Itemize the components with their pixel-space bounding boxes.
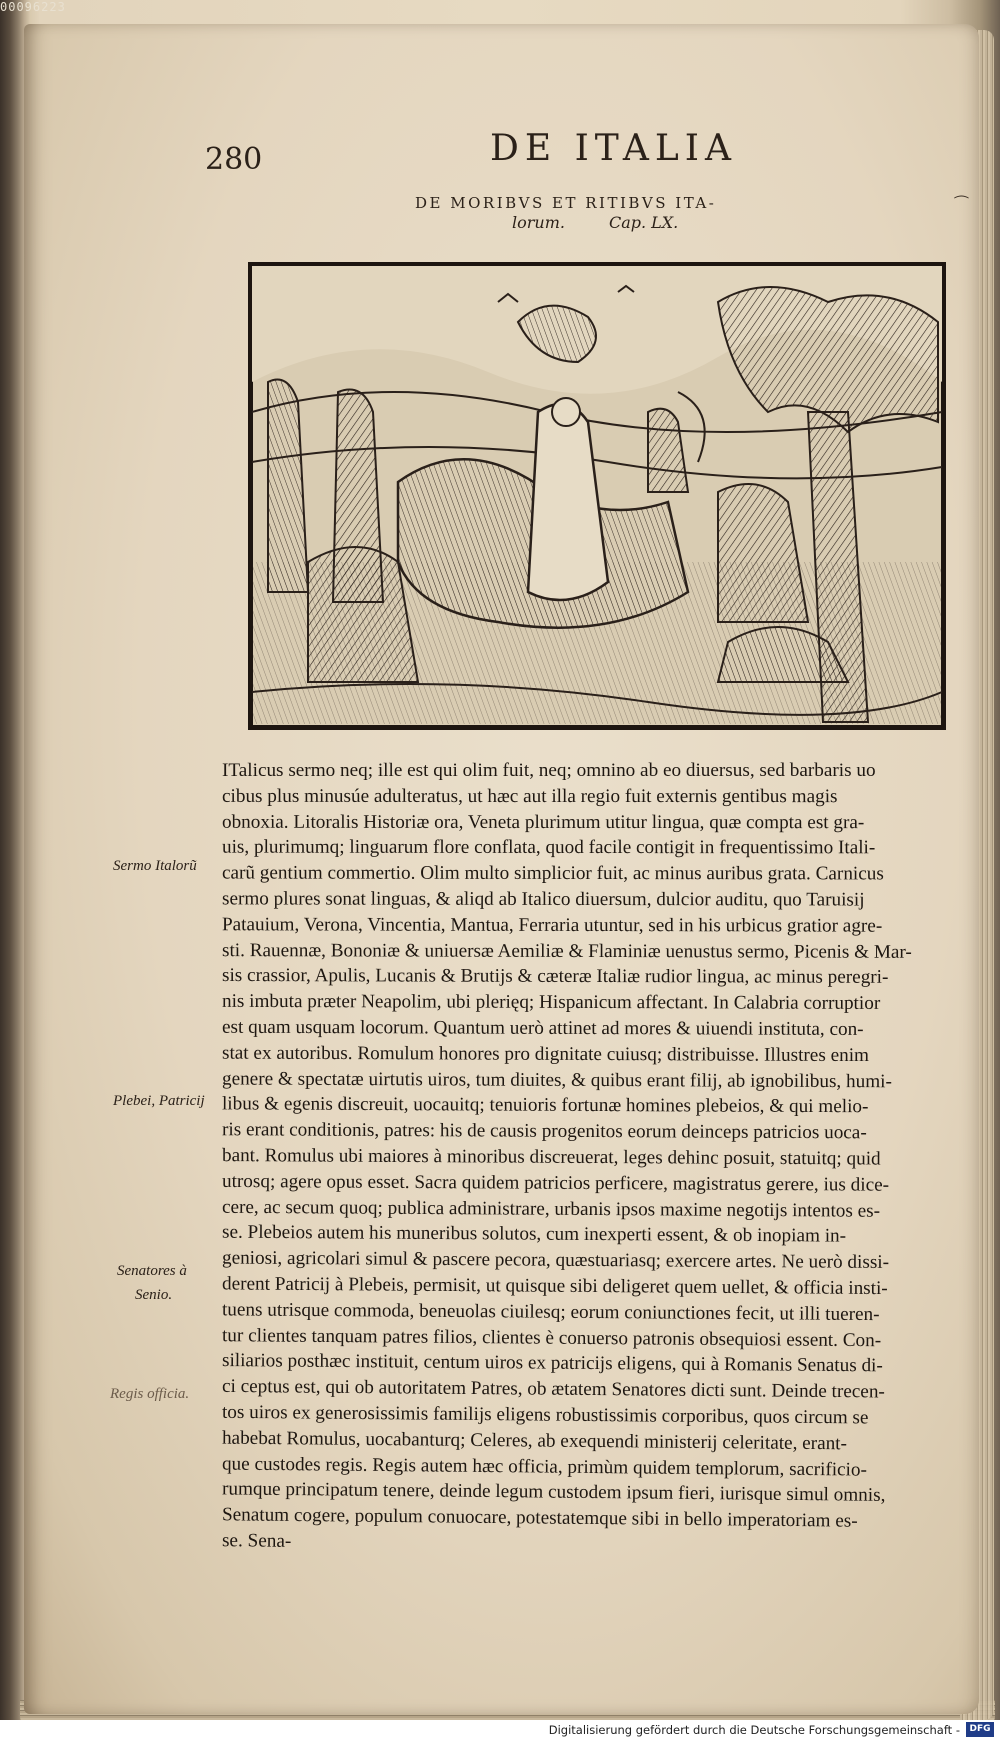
margin-note-regis: Regis officia.: [110, 1386, 190, 1402]
footer-credit: Digitalisierung gefördert durch die Deutsche Forschungsgemeinschaft -: [548, 1723, 960, 1737]
body-line: stat ex autoribus. Romulum honores pro dignitate cuiusq; distribuisse. Illustres enim: [221, 1042, 870, 1066]
scan-identifier: 00096223: [0, 0, 66, 14]
body-line: sti. Rauennæ, Bononiæ & uniuersæ Aemiliæ & Flaminiæ uenustus sermo, Picenis & Mar-: [221, 939, 912, 963]
body-line: se. Sena-: [221, 1530, 292, 1552]
body-line: sis crassior, Apulis, Lucanis & Brutijs & cæteræ Italiæ rudior lingua, ac minus peregri-: [221, 965, 889, 989]
body-text: [222, 758, 962, 1558]
body-line: ci ceptus est, qui ob autoritatem Patres, ob ætatem Senatores dicti sunt. Deinde trecen-: [221, 1376, 885, 1403]
dfg-logo-icon: DFG: [966, 1722, 994, 1737]
running-head: DE ITALIA: [490, 128, 737, 169]
chapter-title-line2: [512, 213, 678, 232]
body-line: siliarios posthæc instituit, centum uiros ex patricijs eligens, qui à Romanis Senatus di-: [221, 1350, 883, 1377]
margin-note-plebei: Plebei, Patricij: [113, 1093, 205, 1109]
body-line: se. Plebeios autem his muneribus solutos, cum inexperti essent, & ob inopiam in-: [221, 1222, 847, 1247]
woodcut-illustration: [248, 262, 946, 730]
body-line: genere & spectatæ uirtutis uiros, tum diuites, & quibus erant filij, ab ignobilibus, humi-: [221, 1068, 892, 1092]
chapter-number: Cap. LX.: [608, 213, 679, 232]
body-line: Senatum cogere, populum conuocare, potestatemque sibi in bello imperatoriam es-: [221, 1504, 858, 1532]
body-line: utrosq; agere opus esset. Sacra quidem patricios perficere, magistratus gerere, ius dice-: [221, 1170, 890, 1196]
margin-note-sermo: Sermo Italorũ: [113, 858, 197, 874]
body-line: habebat Romulus, uocabanturq; Celeres, ab exequendi ministerij celeritate, erant-: [221, 1427, 848, 1455]
body-line: tuens utrisque commoda, beneuolas ciuilesq; eorum coniunctiones fecit, ut illi tueren-: [221, 1299, 880, 1325]
digitization-footer: [0, 1720, 1000, 1741]
corner-mark: ⁀: [955, 195, 968, 214]
body-line: geniosi, agricolari simul & pascere pecora, quæstuariasq; exercere artes. Ne uerò dissi-: [221, 1247, 890, 1274]
body-line: bant. Romulus ubi maiores à minoribus discreuerat, leges dehinc posuit, statuitq; quid: [221, 1145, 881, 1170]
body-line: nis imbuta præter Neapolim, ubi plerięq; Hispanicum affectant. In Calabria corruptior: [221, 991, 881, 1015]
body-line: rumque principatum tenere, deinde legum custodem ipsum fieri, iurisque simul omnis,: [221, 1478, 886, 1507]
chapter-title-continuation: lorum.: [512, 213, 565, 232]
body-line: ITalicus sermo neq; ille est qui olim fuit, neq; omnino ab eo diuersus, sed barbaris uo: [222, 760, 876, 781]
body-line: cibus plus minusúe adulteratus, ut hæc aut illa regio fuit externis gentibus magis: [221, 785, 838, 807]
chapter-title-line1: DE MORIBVS ET RITIBVS ITA-: [415, 194, 717, 212]
body-line: est quam usquam locorum. Quantum uerò attinet ad mores & uiuendi instituta, con-: [221, 1016, 864, 1040]
body-line: sermo plures sonat linguas, & aliqd ab Italico diuersum, dulcior auditu, quo Taruisij: [221, 888, 865, 911]
margin-note-senatores: Senatores à: [117, 1263, 187, 1279]
body-line: ris erant conditionis, patres: his de causis progenitos eorum deinceps patricios uoca-: [221, 1119, 867, 1144]
body-line: tur clientes tanquam patres filios, clientes è conuerso patronis obsequiosi essent. Con-: [221, 1324, 882, 1351]
margin-note-senio: Senio.: [135, 1287, 173, 1303]
body-line: carũ gentium commertio. Olim multo simplicior fuit, ac minus auribus grata. Carnicus: [221, 862, 884, 885]
body-line: tos uiros ex generosissimis familijs eligens robustissimis corporibus, quos circum se: [221, 1401, 869, 1429]
body-line: libus & egenis discreuit, uocauitq; tenuioris fortunæ homines plebeios, & qui melio-: [221, 1093, 869, 1118]
body-line: uis, plurimumq; linguarum flore conflata, quod facile contigit in frequentissimo Itali-: [221, 837, 876, 859]
body-line: Patauium, Verona, Vincentia, Mantua, Ferraria utuntur, sed in his urbicus gratior agre-: [221, 914, 883, 937]
body-line: obnoxia. Litoralis Historiæ ora, Veneta plurimum utitur lingua, quæ compta est gra-: [221, 811, 865, 833]
body-line: que custodes regis. Regis autem hæc officia, primùm quidem templorum, sacrificio-: [221, 1453, 868, 1481]
body-line: derent Patricij à Plebeis, permisit, ut quisque sibi deligeret quem uellet, & officia insti-: [221, 1273, 888, 1300]
page-number: 280: [205, 142, 263, 177]
body-line: cere, ac secum quoq; publica administrare, urbanis ipsos maxime negotijs intentos es-: [221, 1196, 881, 1222]
